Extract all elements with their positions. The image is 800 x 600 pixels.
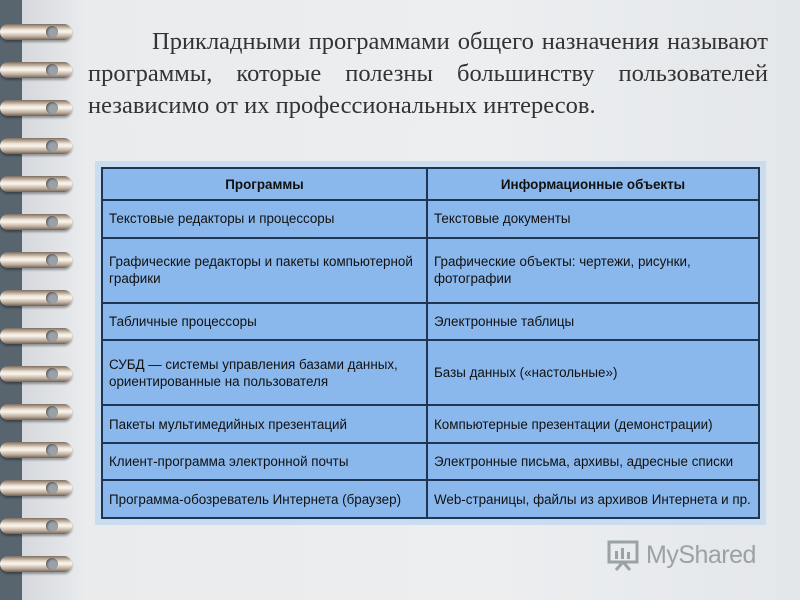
- object-cell: Базы данных («настольные»): [427, 340, 759, 405]
- table-row: [102, 200, 759, 238]
- object-cell: Компьютерные презентации (демонстрации): [427, 405, 759, 443]
- table-row: [102, 340, 759, 405]
- table-row: [102, 443, 759, 481]
- program-cell: Табличные процессоры: [102, 303, 427, 341]
- table-row: [102, 303, 759, 341]
- table-row: [102, 238, 759, 303]
- table-row: [102, 480, 759, 518]
- intro-paragraph: Прикладными программами общего назначения называют программы, которые полезны большинству пользователей независимо от их профессиональных интересов.: [88, 28, 768, 119]
- program-cell: Клиент-программа электронной почты: [102, 443, 427, 481]
- table-header-row: [102, 168, 759, 200]
- program-cell: Графические редакторы и пакеты компьютерной графики: [102, 238, 427, 303]
- object-cell: Текстовые документы: [427, 200, 759, 238]
- header-programs: Программы: [102, 168, 427, 200]
- header-info-objects: Информационные объекты: [427, 168, 759, 200]
- program-cell: СУБД — системы управления базами данных, ориентированные на пользователя: [102, 340, 427, 405]
- myshared-watermark: [606, 538, 756, 572]
- spiral-binding: [0, 0, 90, 600]
- program-cell: Программа-обозреватель Интернета (браузер): [102, 480, 427, 518]
- software-table: [101, 167, 760, 519]
- object-cell: Электронные письма, архивы, адресные списки: [427, 443, 759, 481]
- table-row: [102, 405, 759, 443]
- software-table-frame: [95, 161, 766, 525]
- presentation-board-icon: [606, 538, 640, 572]
- program-cell: Пакеты мультимедийных презентаций: [102, 405, 427, 443]
- watermark-logo-text: MyShared: [646, 540, 756, 569]
- object-cell: Графические объекты: чертежи, рисунки, фотографии: [427, 238, 759, 303]
- object-cell: Web-страницы, файлы из архивов Интернета и пр.: [427, 480, 759, 518]
- program-cell: Текстовые редакторы и процессоры: [102, 200, 427, 238]
- object-cell: Электронные таблицы: [427, 303, 759, 341]
